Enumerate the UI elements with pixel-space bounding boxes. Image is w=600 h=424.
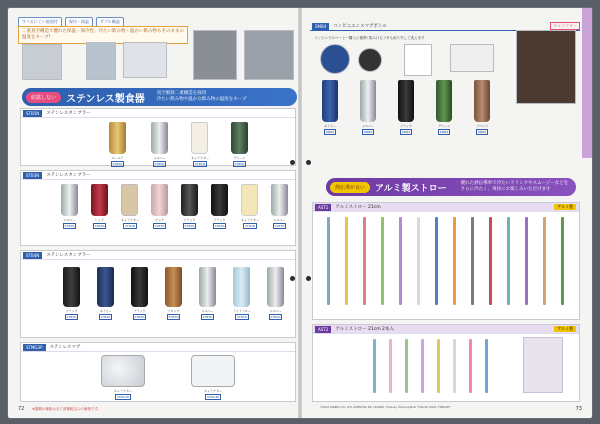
product-section [312,324,580,402]
product-item[interactable]: ブラック SMB4 [398,80,414,135]
straw[interactable] [437,339,440,393]
feature-tag: 保冷・保温 [65,17,93,27]
banner-desc: 真空断熱二重構造を採用 冷たい飲み物や温かな飲み物の温度をキープ [156,91,247,102]
catalog-spread [8,8,592,418]
left-page [8,8,300,418]
straw[interactable] [421,339,424,393]
product-item[interactable]: グリーン SMB4 [436,80,452,135]
product-item[interactable]: シルバー STB3N [271,184,288,229]
product-item[interactable]: レッド STB3N [91,184,108,229]
section-name: ステンレスタンブラー [46,253,91,258]
straw[interactable] [389,339,392,393]
section-badge: アルミ製 [554,204,576,210]
section-name: アルミストロー 21cm 2本入 [335,327,394,332]
lifestyle-photo [193,30,237,80]
straw[interactable] [469,339,472,393]
lifestyle-photo [244,30,294,80]
straw[interactable] [543,217,546,305]
right-page [300,8,592,418]
section-header [21,171,295,180]
product-item[interactable]: キャラクター STMG3P [101,355,145,400]
section-header [313,203,579,212]
product-section [20,250,296,338]
straw[interactable] [327,217,330,305]
lid-diagram [450,44,494,72]
feature-tag: すべるにくい底面付 [18,17,62,27]
feature-note: 二重真空構造で優れた保温・保冷性。冷たい飲み物・温かい飲み物もそのままの温度をキープ! [18,26,188,44]
straw[interactable] [381,217,384,305]
copyright-text: ©2022 SANRIO CO., LTD. APPROVAL NO. L630901 ©Disney ©Disney/Pixar ©Studio Ghibli ©SNOOPY [320,406,451,409]
product-item[interactable]: ブラック STB3N [181,184,198,229]
tumbler-structure-image [86,42,116,80]
straw[interactable] [485,339,488,393]
straw[interactable] [363,217,366,305]
banner-title: ステンレス製食器 [66,93,145,105]
lid-image [320,44,350,74]
section-header [21,109,295,118]
section-name: ステンレスタンブラー [46,111,91,116]
product-item[interactable]: グリーン STB5N [231,122,248,167]
section-code: STB4N [23,252,42,259]
section-code: AST1 [315,204,331,211]
straw[interactable] [561,217,564,305]
product-item[interactable]: ゴールド STB5N [109,122,126,167]
product-item[interactable]: キャラクター STB5N [191,122,209,167]
product-item[interactable]: キャラクター STB3N [241,184,259,229]
section-code: AST2 [315,326,331,333]
banner-pill: 熱伝導が良い [330,182,370,193]
product-item[interactable]: ブロンズ SMB4 [474,80,490,135]
product-item[interactable]: ブラック STB4N [63,267,80,320]
product-section [312,202,580,320]
straw[interactable] [435,217,438,305]
straw[interactable] [507,217,510,305]
product-item[interactable]: ブロンズ STB4N [165,267,182,320]
section-banner [22,88,297,106]
straw[interactable] [453,339,456,393]
lifestyle-photo [516,30,576,104]
product-item[interactable]: キャラクター STB3N [121,184,139,229]
binding-hole [290,276,295,281]
section-code: STB5N [23,110,42,117]
product-item[interactable]: シルバー STB4N [199,267,216,320]
product-item[interactable]: シルバー STB3N [61,184,78,229]
straw-photo [523,337,563,393]
binding-hole [290,160,295,165]
straw[interactable] [453,217,456,305]
banner-title: アルミ製ストロー [375,183,447,194]
straw[interactable] [489,217,492,305]
product-item[interactable]: ネイビー STB4N [97,267,114,320]
product-item[interactable]: ライトブルー STB4N [233,267,251,320]
straw[interactable] [525,217,528,305]
section-header [21,251,295,260]
banner-pill: 結露しない [26,92,61,103]
straw[interactable] [471,217,474,305]
straw[interactable] [399,217,402,305]
index-tab [582,8,592,158]
section-badge: キャラクター [550,22,580,30]
parts-diagram [404,44,432,76]
section-code: STMG3P [23,344,46,351]
straw[interactable] [405,339,408,393]
product-section [20,170,296,246]
product-item[interactable]: シルバー SMB4 [360,80,376,135]
section-banner [326,178,576,196]
product-item[interactable]: ブラック STB3N [211,184,228,229]
footnote: ※掲載の価格は全て消費税込みの価格です。 [32,407,102,411]
product-item[interactable]: シルバー STB4N [267,267,284,320]
section-name: ステンレスタンブラー [46,173,91,178]
tumbler-cutaway-image [22,44,62,80]
page-number: 73 [575,406,582,412]
section-code: STB3N [23,172,42,179]
section-code: SMB4 [312,23,329,30]
product-section [20,108,296,166]
section-subtitle: コンビニでのコーヒー購入に便利! 飲み口もフタも取り外して洗えます [314,36,425,40]
straw[interactable] [373,339,376,393]
lid-image [358,48,382,72]
product-item[interactable]: ブラック STB4N [131,267,148,320]
straw[interactable] [345,217,348,305]
section-name: ステンレスマグ [49,345,81,350]
feature-tag: ダブル構造 [96,17,124,27]
straw[interactable] [417,217,420,305]
product-item[interactable]: シルバー STB5N [151,122,168,167]
banner-desc: 優れた熱伝導率で冷たいドリンクやスムージーなどを さらに冷たく、爽快にお楽しみいただけます [460,181,569,192]
section-header [313,325,579,334]
page-number: 72 [18,406,25,412]
insulation-diagram [123,42,167,78]
section-badge: アルミ製 [554,326,576,332]
section-header [21,343,295,352]
product-item[interactable]: ネイビー SMB4 [322,80,338,135]
section-name: アルミストロー 21cm [335,205,381,210]
section-name: コンビニエンスマグボトル [333,24,388,29]
product-item[interactable]: ピンク STB3N [151,184,168,229]
product-item[interactable]: キャラクター STMG3P [191,355,235,400]
product-section [20,342,296,402]
